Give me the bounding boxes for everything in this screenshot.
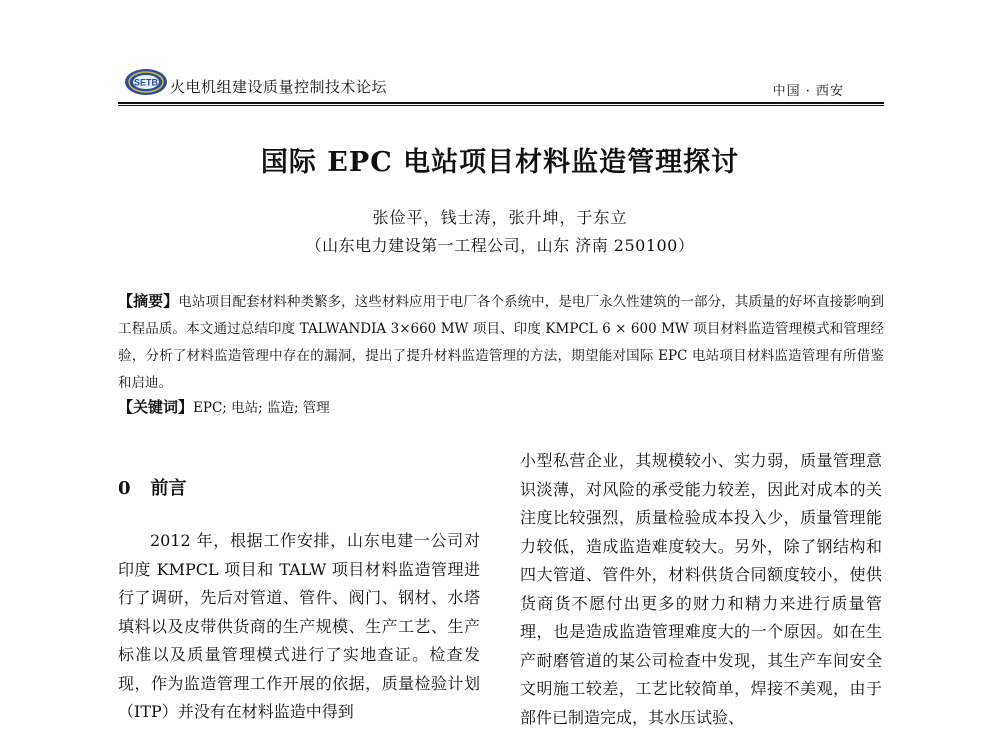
paper-title: 国际 EPC 电站项目材料监造管理探讨 xyxy=(260,147,740,178)
body-column-left: 2012 年，根据工作安排，山东电建一公司对印度 KMPCL 项目和 TALW 项目材料监造管理进行了调研，先后对管道、管件、阀门、钢材、水塔填料以及皮带供货商的生产规模、生产工艺、生产标准以及质量管理模式进行了实地查证。检查发现，作为监造管理工作开展的依据，质量检验计划（ITP）并没有在材料监造中得到 xyxy=(118,531,480,721)
abstract xyxy=(118,288,884,397)
section-title: 前言 xyxy=(150,478,187,499)
header-rule-thin xyxy=(118,105,884,106)
running-header xyxy=(118,66,884,104)
section-heading xyxy=(118,474,187,500)
paper-affiliation: （山东电力建设第一工程公司，山东 济南 250100） xyxy=(305,236,695,255)
keywords xyxy=(118,396,884,417)
keywords-label: 【关键词】 xyxy=(118,398,194,416)
header-rule-thick xyxy=(118,102,884,104)
paper-authors: 张俭平，钱士涛，张升坤，于东立 xyxy=(372,208,628,227)
abstract-label: 【摘要】 xyxy=(118,292,179,310)
body-column-right: 小型私营企业，其规模较小、实力弱，质量管理意识淡薄，对风险的承受能力较差，因此对成本的关注度比较强烈，质量检验成本投入少，质量管理能力较低，造成监造难度较大。另外，除了钢结构和四大管道、管件外，材料供货合同额度较小，使供货商货不愿付出更多的财力和精力来进行质量管理，也是造成监造管理难度大的一个原因。如在生产耐磨管道的某公司检查中发现，其生产车间安全文明施工较差，工艺比较简单，焊接不美观，由于部件已制造完成，其水压试验、 xyxy=(520,451,882,727)
abstract-text: 电站项目配套材料种类繁多，这些材料应用于电厂各个系统中，是电厂永久性建筑的一部分，其质量的好坏直接影响到工程品质。本文通过总结印度 TALWANDIA 3×660 MW 项目、印度 KMPCL 6 × 600 MW 项目材料监造管理模式和管理经验，分析了材料监造管理中存在的漏洞，提出了提升材料监造管理的方法，期望能对国际 EPC 电站项目材料监造管理有所借鉴和启迪。 xyxy=(118,294,884,391)
keywords-text: EPC; 电站; 监造; 管理 xyxy=(193,400,330,416)
conference-location: 中国 · 西安 xyxy=(772,84,844,99)
section-number: 0 xyxy=(118,478,131,499)
forum-logo-icon xyxy=(124,68,168,96)
logo-text: SETB xyxy=(133,77,159,88)
journal-title: 火电机组建设质量控制技术论坛 xyxy=(170,78,388,96)
